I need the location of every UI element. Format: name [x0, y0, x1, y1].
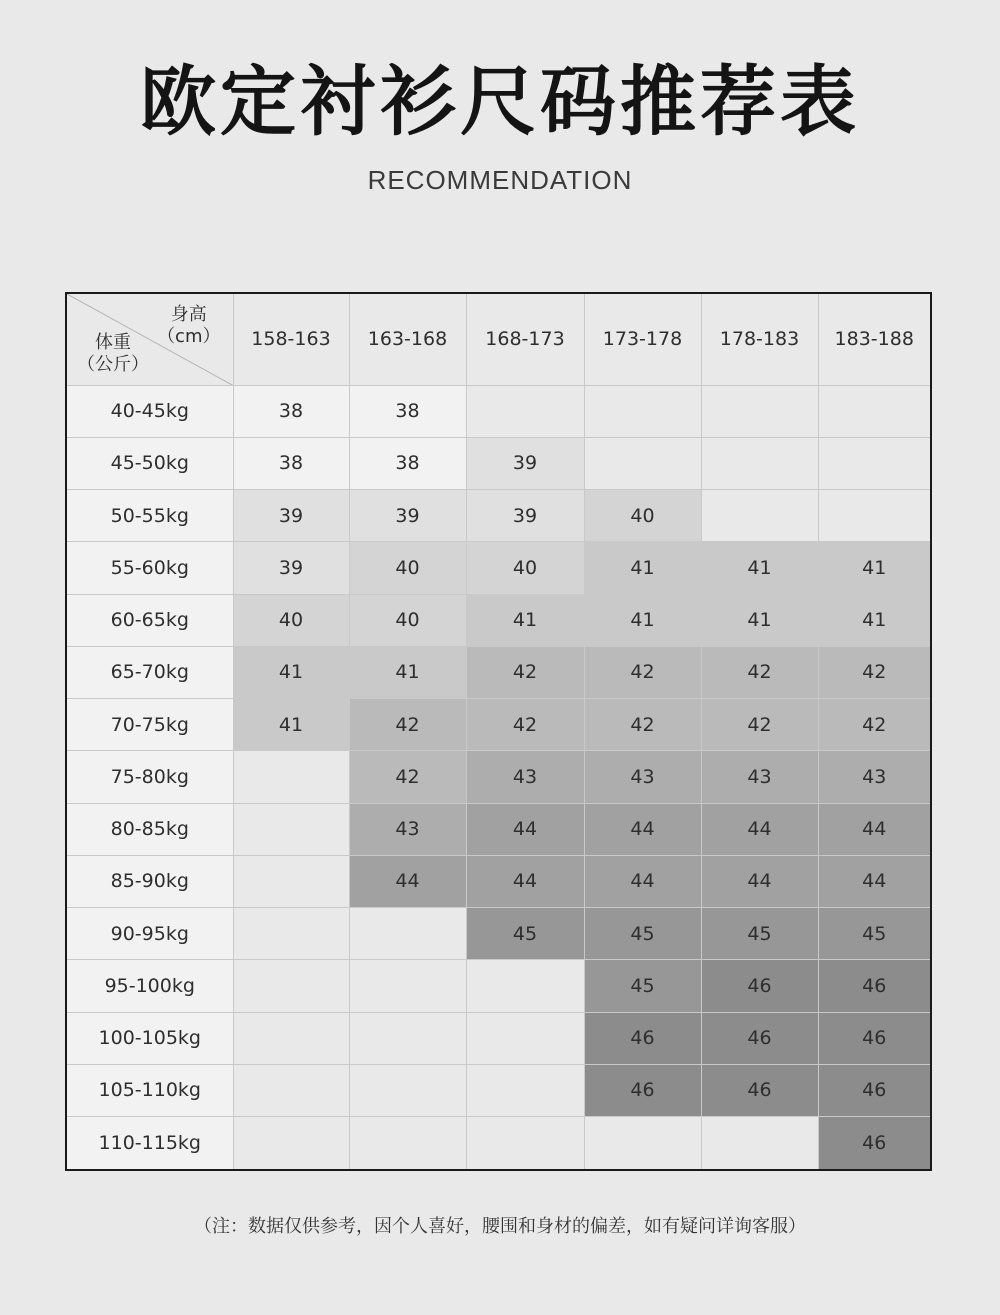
size-cell: 44: [584, 855, 701, 907]
size-cell: 38: [233, 437, 349, 489]
size-cell: [349, 1012, 466, 1064]
header-row: [66, 293, 931, 385]
size-cell: 42: [466, 699, 584, 751]
size-cell: 38: [233, 385, 349, 437]
size-cell: [466, 1117, 584, 1171]
height-axis-label: [157, 304, 220, 348]
size-cell: 41: [349, 646, 466, 698]
size-cell: 43: [701, 751, 818, 803]
size-cell: 41: [233, 646, 349, 698]
footer-note: （注：数据仅供参考，因个人喜好，腰围和身材的偏差，如有疑问详询客服）: [194, 1216, 806, 1237]
weight-range-cell: 80-85kg: [66, 803, 233, 855]
table-row: [66, 490, 931, 542]
size-cell: 45: [466, 908, 584, 960]
table-row: [66, 1117, 931, 1171]
table-row: [66, 855, 931, 907]
table-row: [66, 1012, 931, 1064]
size-cell: [818, 437, 931, 489]
weight-range-cell: 55-60kg: [66, 542, 233, 594]
size-cell: [818, 490, 931, 542]
size-cell: 44: [701, 803, 818, 855]
weight-range-cell: 50-55kg: [66, 490, 233, 542]
size-cell: 43: [818, 751, 931, 803]
size-cell: 41: [584, 594, 701, 646]
size-cell: 40: [233, 594, 349, 646]
weight-range-cell: 65-70kg: [66, 646, 233, 698]
table-row: [66, 751, 931, 803]
size-cell: [701, 385, 818, 437]
size-cell: [584, 1117, 701, 1171]
table-row: [66, 437, 931, 489]
size-cell: 39: [466, 437, 584, 489]
page-subtitle: RECOMMENDATION: [367, 165, 633, 195]
size-cell: [349, 1064, 466, 1116]
table-row: [66, 908, 931, 960]
size-cell: 44: [584, 803, 701, 855]
size-cell: [233, 1012, 349, 1064]
weight-range-cell: 85-90kg: [66, 855, 233, 907]
size-cell: 39: [233, 542, 349, 594]
size-cell: 44: [818, 855, 931, 907]
size-cell: [349, 908, 466, 960]
size-cell: 39: [349, 490, 466, 542]
size-cell: 45: [584, 960, 701, 1012]
size-cell: [349, 960, 466, 1012]
height-column-header: 173-178: [584, 293, 701, 385]
size-cell: [466, 1012, 584, 1064]
weight-range-cell: 45-50kg: [66, 437, 233, 489]
size-cell: 41: [701, 542, 818, 594]
size-cell: 42: [701, 699, 818, 751]
size-cell: 41: [818, 594, 931, 646]
weight-range-cell: 110-115kg: [66, 1117, 233, 1171]
weight-axis-label: [77, 332, 149, 376]
size-cell: 43: [466, 751, 584, 803]
size-cell: 45: [584, 908, 701, 960]
size-cell: [818, 385, 931, 437]
table-row: [66, 1064, 931, 1116]
size-cell: [701, 1117, 818, 1171]
height-unit: （cm）: [157, 326, 221, 347]
size-cell: 42: [818, 699, 931, 751]
height-column-header: 168-173: [466, 293, 584, 385]
size-cell: 40: [584, 490, 701, 542]
size-cell: 38: [349, 437, 466, 489]
height-label: 身高: [170, 304, 207, 325]
size-cell: [466, 1064, 584, 1116]
size-cell: [701, 437, 818, 489]
size-cell: 44: [818, 803, 931, 855]
size-cell: 42: [349, 751, 466, 803]
page-title: 欧定衬衫尺码推荐表: [140, 57, 860, 146]
size-cell: [584, 385, 701, 437]
size-cell: [584, 437, 701, 489]
size-cell: 44: [701, 855, 818, 907]
size-recommendation-table: [65, 292, 932, 1171]
weight-range-cell: 95-100kg: [66, 960, 233, 1012]
size-cell: [466, 385, 584, 437]
weight-range-cell: 90-95kg: [66, 908, 233, 960]
weight-range-cell: 70-75kg: [66, 699, 233, 751]
height-column-header: 178-183: [701, 293, 818, 385]
weight-range-cell: 75-80kg: [66, 751, 233, 803]
height-column-header: 183-188: [818, 293, 931, 385]
corner-header-cell: [66, 293, 233, 385]
size-cell: 42: [818, 646, 931, 698]
size-cell: [233, 908, 349, 960]
table-row: [66, 594, 931, 646]
table-row: [66, 803, 931, 855]
size-cell: 41: [466, 594, 584, 646]
size-cell: 45: [818, 908, 931, 960]
weight-range-cell: 60-65kg: [66, 594, 233, 646]
size-cell: 42: [584, 699, 701, 751]
table-row: [66, 699, 931, 751]
size-cell: 41: [701, 594, 818, 646]
weight-label: 体重: [95, 332, 131, 353]
size-cell: 42: [701, 646, 818, 698]
size-cell: 44: [466, 803, 584, 855]
size-cell: 46: [701, 1012, 818, 1064]
size-cell: 41: [584, 542, 701, 594]
size-cell: 40: [466, 542, 584, 594]
size-cell: [233, 855, 349, 907]
size-cell: 46: [818, 960, 931, 1012]
size-cell: [233, 751, 349, 803]
size-cell: 44: [466, 855, 584, 907]
size-cell: 41: [818, 542, 931, 594]
table-body: [66, 385, 931, 1170]
table-row: [66, 646, 931, 698]
size-cell: 40: [349, 594, 466, 646]
size-cell: 41: [233, 699, 349, 751]
size-cell: 46: [818, 1117, 931, 1171]
size-cell: 46: [584, 1012, 701, 1064]
size-cell: 44: [349, 855, 466, 907]
size-cell: 42: [466, 646, 584, 698]
weight-range-cell: 105-110kg: [66, 1064, 233, 1116]
size-cell: 39: [233, 490, 349, 542]
height-column-header: 163-168: [349, 293, 466, 385]
size-cell: 43: [584, 751, 701, 803]
size-cell: 39: [466, 490, 584, 542]
size-cell: 40: [349, 542, 466, 594]
size-cell: 42: [349, 699, 466, 751]
size-cell: 46: [818, 1012, 931, 1064]
size-cell: 43: [349, 803, 466, 855]
size-cell: [466, 960, 584, 1012]
weight-range-cell: 40-45kg: [66, 385, 233, 437]
size-cell: 42: [584, 646, 701, 698]
size-cell: [233, 1064, 349, 1116]
table-row: [66, 960, 931, 1012]
size-cell: 46: [584, 1064, 701, 1116]
size-cell: 46: [701, 1064, 818, 1116]
table-row: [66, 385, 931, 437]
size-cell: [233, 803, 349, 855]
weight-unit: （公斤）: [77, 354, 149, 375]
size-cell: [701, 490, 818, 542]
size-cell: [349, 1117, 466, 1171]
size-cell: 38: [349, 385, 466, 437]
size-cell: 46: [818, 1064, 931, 1116]
table-row: [66, 542, 931, 594]
size-cell: [233, 1117, 349, 1171]
size-cell: [233, 960, 349, 1012]
size-cell: 45: [701, 908, 818, 960]
height-column-header: 158-163: [233, 293, 349, 385]
weight-range-cell: 100-105kg: [66, 1012, 233, 1064]
size-cell: 46: [701, 960, 818, 1012]
